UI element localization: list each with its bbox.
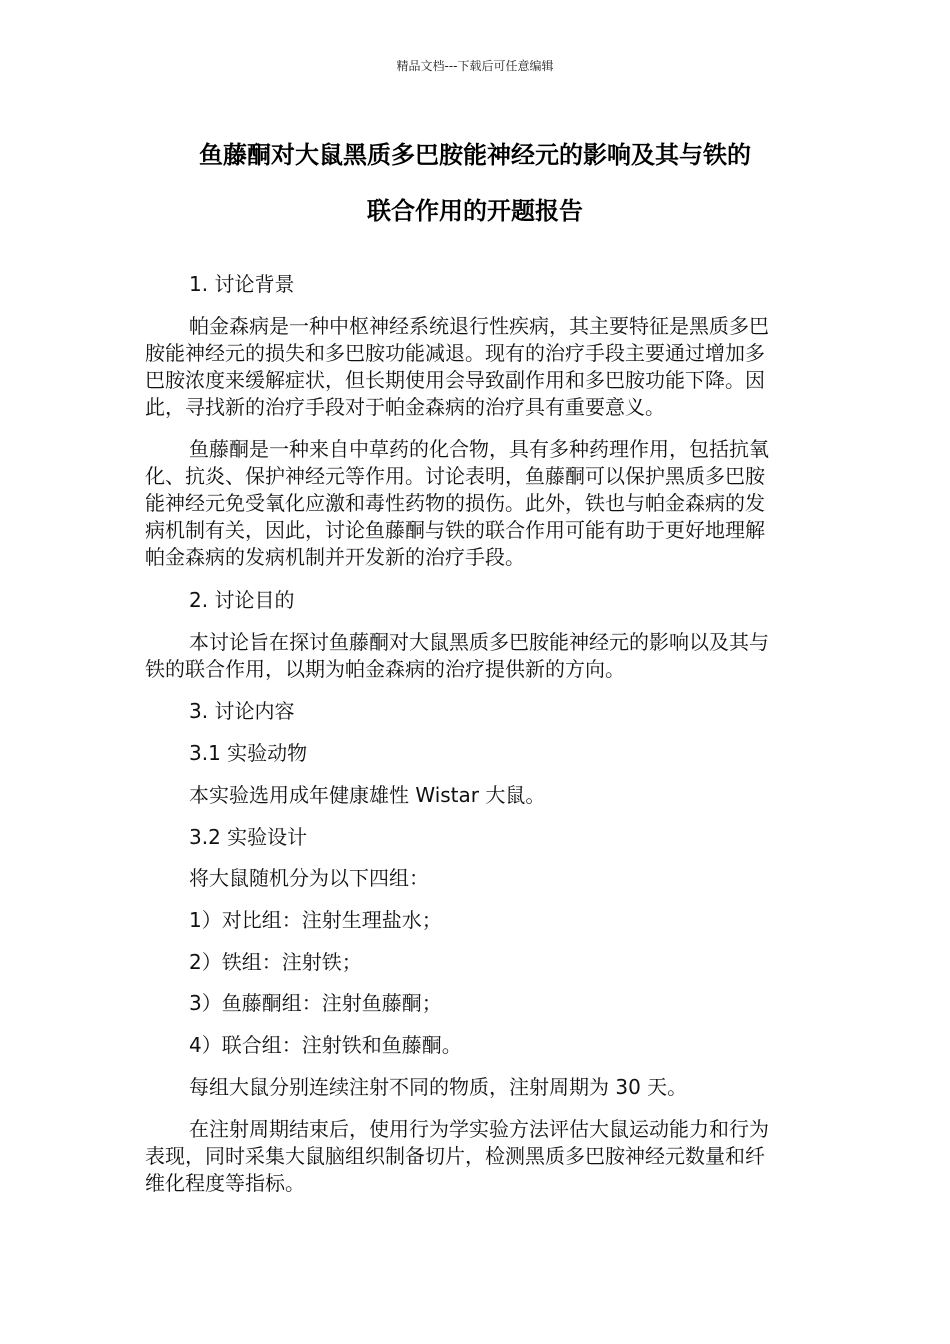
paragraph-line: 病机制有关，因此，讨论鱼藤酮与铁的联合作用可能有助于更好地理解 (145, 518, 765, 542)
page-header: 精品文档---下载后可任意编辑 (396, 59, 554, 73)
period-text: 每组大鼠分别连续注射不同的物质，注射周期为 30 天。 (189, 1075, 688, 1099)
paragraph-line: 帕金森病的发病机制并开发新的治疗手段。 (145, 545, 525, 569)
section-1-heading: 1. 讨论背景 (189, 272, 295, 296)
paragraph-line: 维化程度等指标。 (145, 1171, 305, 1195)
paragraph-line: 能神经元免受氧化应激和毒性药物的损伤。此外，铁也与帕金森病的发 (145, 491, 765, 515)
paragraph-line: 帕金森病是一种中枢神经系统退行性疾病，其主要特征是黑质多巴 (189, 314, 769, 338)
section-3-1-heading: 3.1 实验动物 (189, 741, 308, 765)
group-item: 1）对比组：注射生理盐水； (189, 908, 442, 932)
paragraph-line: 在注射周期结束后，使用行为学实验方法评估大鼠运动能力和行为 (189, 1117, 769, 1141)
paragraph-line: 鱼藤酮是一种来自中草药的化合物，具有多种药理作用，包括抗氧 (189, 437, 769, 461)
section-3-2-heading: 3.2 实验设计 (189, 825, 308, 849)
title-line-2: 联合作用的开题报告 (367, 197, 583, 225)
group-item: 3）鱼藤酮组：注射鱼藤酮； (189, 991, 442, 1015)
paragraph-line: 铁的联合作用，以期为帕金森病的治疗提供新的方向。 (145, 657, 625, 681)
section-3-2-intro: 将大鼠随机分为以下四组： (189, 866, 429, 890)
section-3-1-text: 本实验选用成年健康雄性 Wistar 大鼠。 (189, 783, 546, 807)
paragraph-line: 表现，同时采集大鼠脑组织制备切片，检测黑质多巴胺神经元数量和纤 (145, 1144, 765, 1168)
paragraph-line: 本讨论旨在探讨鱼藤酮对大鼠黑质多巴胺能神经元的影响以及其与 (189, 630, 769, 654)
group-item: 2）铁组：注射铁； (189, 950, 362, 974)
paragraph-line: 巴胺浓度来缓解症状，但长期使用会导致副作用和多巴胺功能下降。因 (145, 368, 765, 392)
section-3-heading: 3. 讨论内容 (189, 699, 295, 723)
paragraph-line: 胺能神经元的损失和多巴胺功能减退。现有的治疗手段主要通过增加多 (145, 341, 765, 365)
paragraph-line: 此，寻找新的治疗手段对于帕金森病的治疗具有重要意义。 (145, 395, 665, 419)
section-2-heading: 2. 讨论目的 (189, 588, 295, 612)
title-line-1: 鱼藤酮对大鼠黑质多巴胺能神经元的影响及其与铁的 (199, 141, 751, 169)
paragraph-line: 化、抗炎、保护神经元等作用。讨论表明，鱼藤酮可以保护黑质多巴胺 (145, 464, 765, 488)
group-item: 4）联合组：注射铁和鱼藤酮。 (189, 1033, 462, 1057)
